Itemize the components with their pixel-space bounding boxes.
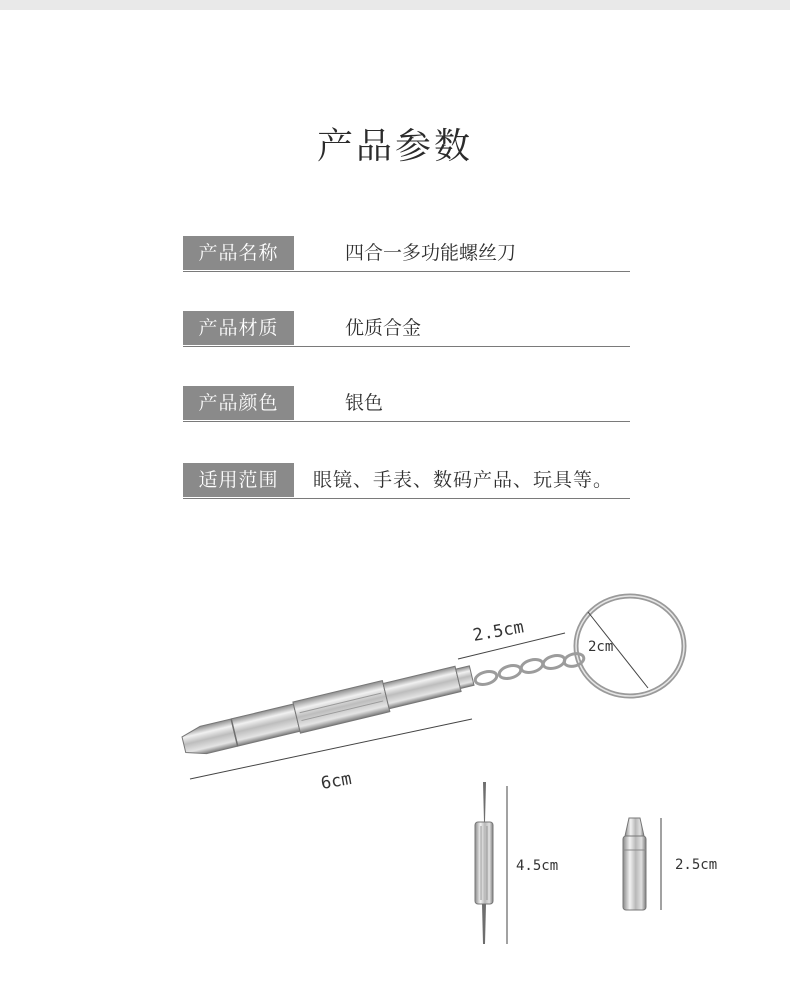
dimension-label-bit-length: 4.5cm (516, 858, 559, 874)
dimension-label-ring-diameter: 2cm (588, 639, 614, 655)
param-value: 银色 (345, 392, 384, 414)
dimension-label-tip-length: 2.5cm (675, 857, 718, 873)
param-label: 适用范围 (183, 463, 294, 497)
param-value: 优质合金 (345, 317, 422, 339)
param-label: 产品材质 (183, 311, 294, 345)
param-label: 产品颜色 (183, 386, 294, 420)
chain (474, 652, 585, 687)
dimension-label-ring-width: 2.5cm (471, 617, 526, 646)
page-title: 产品参数 (316, 126, 473, 167)
bit-piece (475, 782, 493, 944)
param-value: 四合一多功能螺丝刀 (345, 242, 517, 264)
tip-piece (623, 818, 646, 910)
param-label: 产品名称 (183, 236, 294, 270)
screwdriver (180, 660, 475, 760)
dimension-label-length: 6cm (319, 768, 354, 794)
param-value: 眼镜、手表、数码产品、玩具等。 (313, 469, 614, 491)
